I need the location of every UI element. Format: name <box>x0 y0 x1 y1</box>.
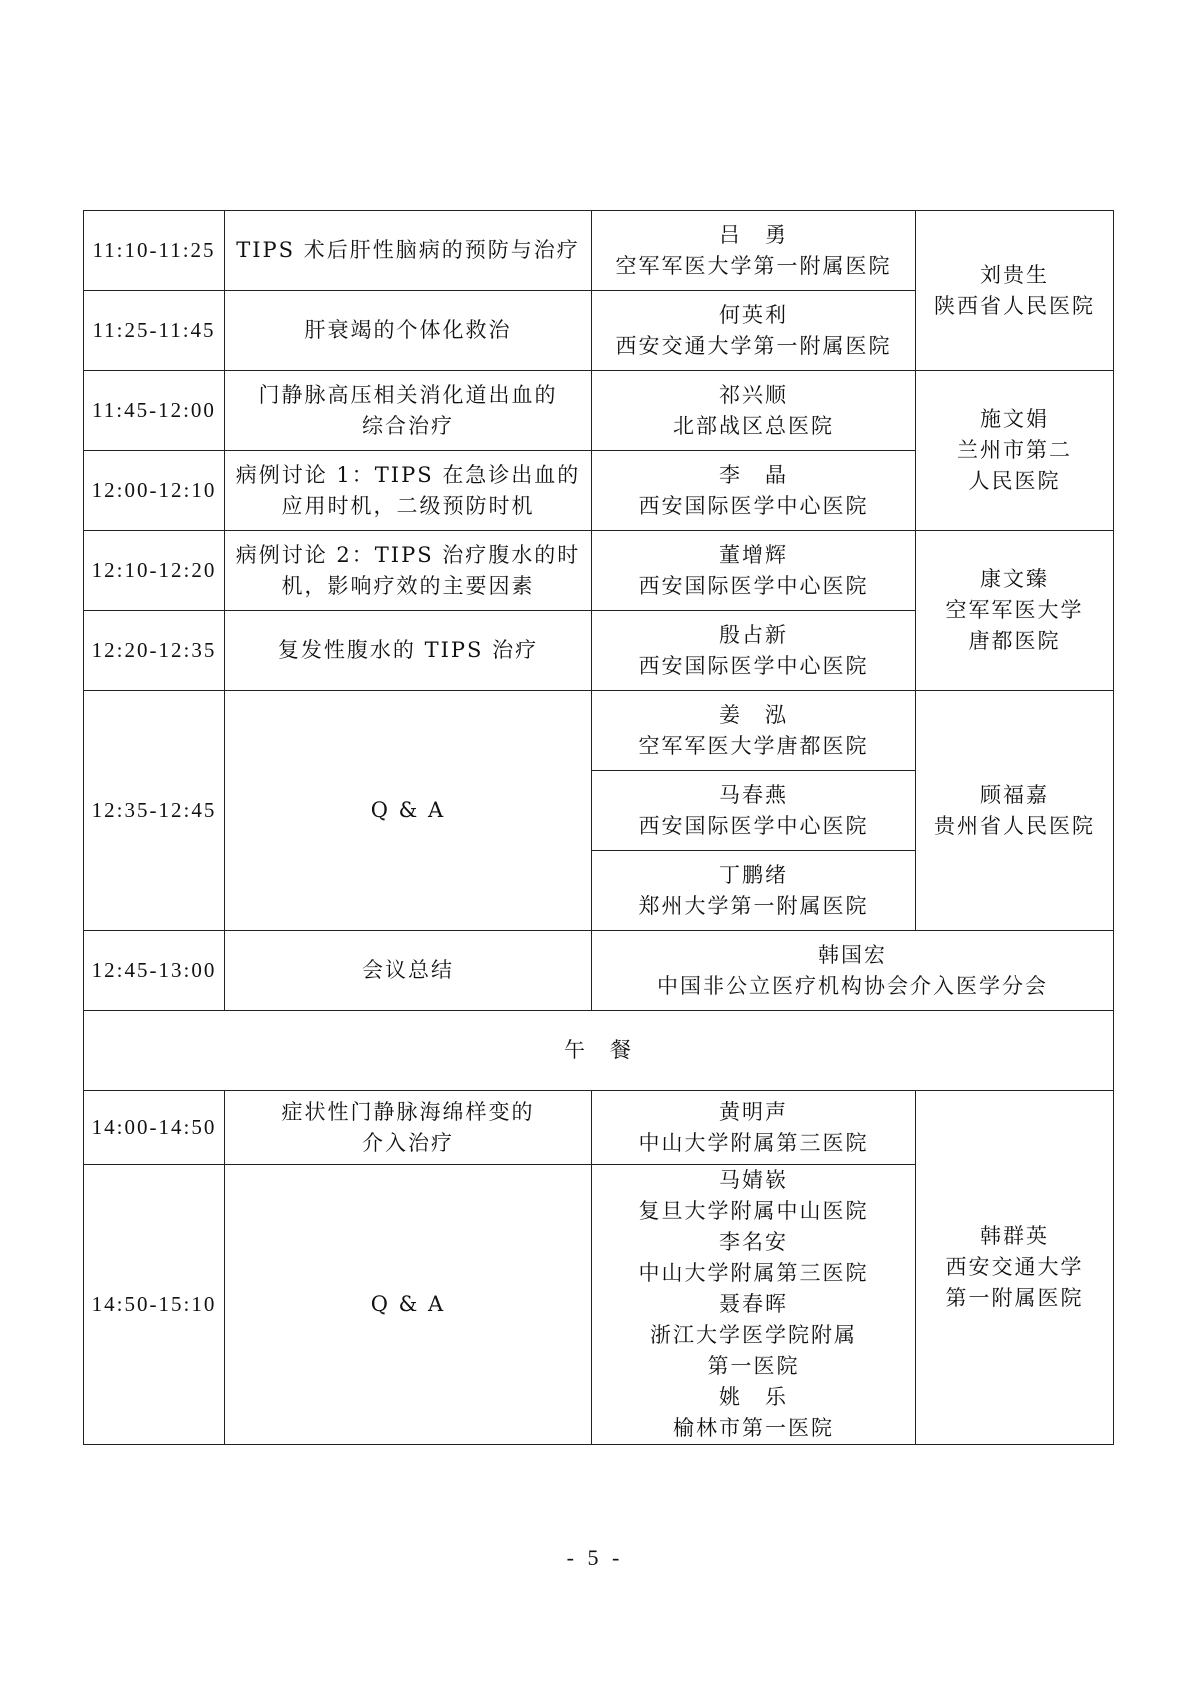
chair-cell <box>916 531 1114 691</box>
speaker-org: 中山大学附属第三医院 <box>638 1130 869 1155</box>
chair-org: 空军军医大学 <box>945 598 1084 622</box>
speaker-name: 聂春晖 <box>719 1292 788 1316</box>
chair-org: 第一附属医院 <box>945 1286 1084 1310</box>
chair-cell <box>916 691 1114 931</box>
speaker-name: 姜 泓 <box>719 702 788 727</box>
speaker-org: 空军军医大学第一附属医院 <box>615 253 892 278</box>
speaker-org: 榆林市第一医院 <box>673 1416 834 1440</box>
speaker-cell <box>592 1165 916 1445</box>
speaker-cell <box>592 371 916 451</box>
topic-cell: Q & A <box>225 691 592 931</box>
time-cell: 12:45-13:00 <box>84 931 225 1011</box>
speaker-cell <box>592 771 916 851</box>
time-cell: 14:00-14:50 <box>84 1091 225 1165</box>
speaker-name: 吕 勇 <box>719 222 788 247</box>
speaker-cell <box>592 1091 916 1165</box>
speaker-name: 韩国宏 <box>818 942 887 967</box>
speaker-org: 郑州大学第一附属医院 <box>638 893 869 918</box>
speaker-cell <box>592 931 1114 1011</box>
table-row <box>84 531 1114 611</box>
chair-cell <box>916 211 1114 371</box>
speaker-name: 姚 乐 <box>719 1385 788 1409</box>
speaker-org: 西安国际医学中心医院 <box>638 573 869 598</box>
speaker-name: 殷占新 <box>719 622 788 647</box>
table-row <box>84 691 1114 771</box>
topic-cell: 症状性门静脉海绵样变的 介入治疗 <box>225 1091 592 1165</box>
speaker-cell <box>592 531 916 611</box>
chair-org: 唐都医院 <box>968 629 1061 653</box>
topic-cell: 病例讨论 2：TIPS 治疗腹水的时 机，影响疗效的主要因素 <box>225 531 592 611</box>
speaker-org: 复旦大学附属中山医院 <box>638 1199 869 1223</box>
speaker-org: 中国非公立医疗机构协会介入医学分会 <box>657 973 1048 998</box>
speaker-org: 西安国际医学中心医院 <box>638 653 869 678</box>
chair-name: 韩群英 <box>980 1224 1049 1248</box>
speaker-cell <box>592 611 916 691</box>
topic-cell: Q & A <box>225 1165 592 1445</box>
speaker-name: 丁鹏绪 <box>719 862 788 887</box>
time-cell: 11:25-11:45 <box>84 291 225 371</box>
chair-org: 西安交通大学 <box>945 1255 1084 1279</box>
lunch-row <box>84 1011 1114 1091</box>
agenda-table <box>83 210 1114 1445</box>
speaker-cell <box>592 211 916 291</box>
chair-name: 康文臻 <box>980 567 1049 591</box>
speaker-name: 董增辉 <box>719 542 788 567</box>
table-row <box>84 211 1114 291</box>
speaker-org: 西安国际医学中心医院 <box>638 813 869 838</box>
speaker-name: 祁兴顺 <box>719 382 788 407</box>
chair-org: 人民医院 <box>968 469 1061 493</box>
speaker-name: 黄明声 <box>719 1099 788 1124</box>
speaker-name: 李名安 <box>719 1230 788 1254</box>
table-row <box>84 1091 1114 1165</box>
lunch-cell: 午 餐 <box>84 1011 1114 1091</box>
time-cell: 12:10-12:20 <box>84 531 225 611</box>
time-cell: 12:35-12:45 <box>84 691 225 931</box>
chair-name: 施文娟 <box>980 407 1049 431</box>
time-cell: 12:20-12:35 <box>84 611 225 691</box>
speaker-org: 西安交通大学第一附属医院 <box>615 333 892 358</box>
time-cell: 14:50-15:10 <box>84 1165 225 1445</box>
chair-org: 贵州省人民医院 <box>934 813 1095 838</box>
chair-cell <box>916 1091 1114 1445</box>
time-cell: 11:45-12:00 <box>84 371 225 451</box>
chair-name: 顾福嘉 <box>980 782 1049 807</box>
chair-org: 兰州市第二 <box>957 438 1072 462</box>
speaker-org: 北部战区总医院 <box>673 413 834 438</box>
topic-cell: 病例讨论 1：TIPS 在急诊出血的 应用时机，二级预防时机 <box>225 451 592 531</box>
topic-cell: 会议总结 <box>225 931 592 1011</box>
speaker-name: 马春燕 <box>719 782 788 807</box>
topic-cell: TIPS 术后肝性脑病的预防与治疗 <box>225 211 592 291</box>
chair-name: 刘贵生 <box>980 262 1049 287</box>
speaker-name: 马婧嵚 <box>719 1168 788 1192</box>
page-number: - 5 - <box>566 1545 624 1570</box>
table-row <box>84 371 1114 451</box>
speaker-org: 浙江大学医学院附属 <box>650 1323 857 1347</box>
speaker-cell <box>592 291 916 371</box>
topic-cell: 复发性腹水的 TIPS 治疗 <box>225 611 592 691</box>
time-cell: 11:10-11:25 <box>84 211 225 291</box>
speaker-org: 空军军医大学唐都医院 <box>638 733 869 758</box>
speaker-cell <box>592 851 916 931</box>
speaker-cell <box>592 691 916 771</box>
chair-cell <box>916 371 1114 531</box>
chair-org: 陕西省人民医院 <box>934 293 1095 318</box>
speaker-org: 第一医院 <box>707 1354 800 1378</box>
table-row <box>84 931 1114 1011</box>
speaker-cell <box>592 451 916 531</box>
speaker-org: 西安国际医学中心医院 <box>638 493 869 518</box>
topic-cell: 肝衰竭的个体化救治 <box>225 291 592 371</box>
speaker-name: 何英利 <box>719 302 788 327</box>
topic-cell: 门静脉高压相关消化道出血的 综合治疗 <box>225 371 592 451</box>
speaker-name: 李 晶 <box>719 462 788 487</box>
speaker-org: 中山大学附属第三医院 <box>638 1261 869 1285</box>
time-cell: 12:00-12:10 <box>84 451 225 531</box>
